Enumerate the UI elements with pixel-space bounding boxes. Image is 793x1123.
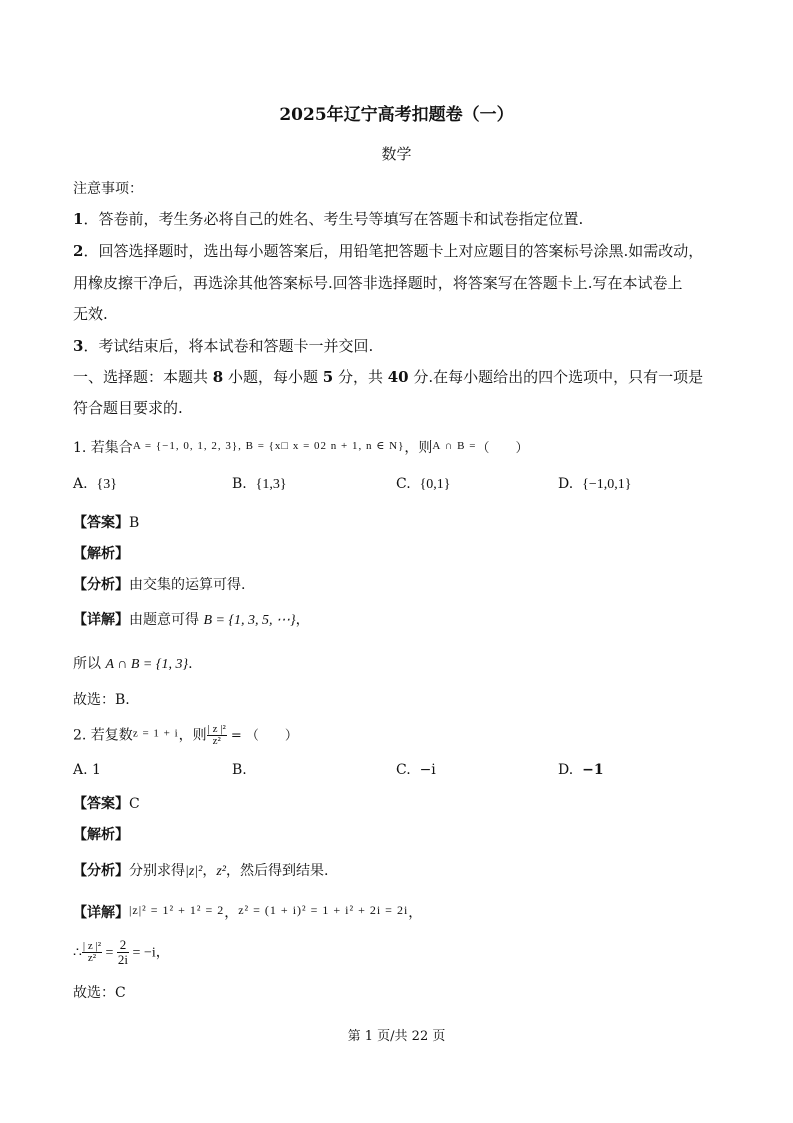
q1-analysis-tag: 【解析】 <box>73 546 129 562</box>
q2-detail-math2: z² = (1 + i)² = 1 + i² + 2i = 2i <box>238 903 409 917</box>
q2-fenxi-math2: z² <box>216 864 226 879</box>
subject-title: 数学 <box>381 145 412 163</box>
q2-option-c-label: C. <box>396 762 411 778</box>
page-number: 第 1 页/共 22 页 <box>347 1029 446 1044</box>
q1-so <box>73 653 193 673</box>
q2-option-d-label: D. <box>558 762 574 778</box>
q2-stem-frac-den: z² <box>212 735 221 747</box>
q2-answer <box>73 793 140 813</box>
q2-t-den: z² <box>87 952 97 964</box>
section-intro <box>73 366 703 387</box>
q2-option-a-label: A. <box>73 762 88 778</box>
q1-option-d-value: {−1,0,1} <box>582 477 632 492</box>
q2-stem-fraction <box>207 724 227 747</box>
q2-detail-tag: 【详解】 <box>73 905 129 921</box>
q2-stem <box>73 724 298 747</box>
q1-choose: 故选：B. <box>73 692 130 708</box>
q2-option-b <box>232 762 247 778</box>
q1-paren: （ ） <box>476 441 529 456</box>
section-intro-d: 分.在每小题给出的四个选项中，只有一项是 <box>408 368 704 386</box>
section-intro-b: 小题，每小题 <box>223 368 323 386</box>
q2-stem-mid: ，则 <box>178 727 207 744</box>
q1-detail-tag: 【详解】 <box>73 612 129 628</box>
notice-item-2-line3: 无效. <box>73 305 108 323</box>
q2-therefore-frac2 <box>117 938 129 967</box>
q2-therefore-line <box>73 938 170 967</box>
q1-option-b <box>232 476 287 493</box>
notice-item-3-text: ．考试结束后，将本试卷和答题卡一并交回. <box>83 337 374 355</box>
notice-item-3-num: 3 <box>73 337 84 355</box>
q1-option-c-label: C. <box>396 476 411 492</box>
q2-option-a-value: 1 <box>92 762 101 778</box>
section-points-each: 5 <box>322 368 334 386</box>
q2-stem-frac-num: | z |² <box>207 723 226 735</box>
q1-option-b-label: B. <box>232 476 247 492</box>
q2-t-den2: 2i <box>117 952 129 967</box>
q2-fenxi-sep: ， <box>202 863 217 879</box>
q1-fenxi <box>73 574 245 594</box>
q2-eq-paren: = （ ） <box>226 728 298 744</box>
q1-option-d <box>558 476 631 493</box>
q1-option-a <box>73 476 117 493</box>
q1-option-c <box>396 476 451 493</box>
q1-answer <box>73 512 139 532</box>
notice-item-1-num: 1 <box>73 210 84 228</box>
q2-z-def: z = 1 + i <box>132 727 179 740</box>
q2-detail-sep: ， <box>224 905 239 921</box>
q1-answer-value: B <box>129 515 140 531</box>
notice-item-2-line1: ．回答选择题时，选出每小题答案后，用铅笔把答题卡上对应题目的答案标号涂黑.如需改动， <box>83 242 704 260</box>
q1-option-a-value: {3} <box>96 477 117 492</box>
q1-option-c-value: {0,1} <box>419 477 451 492</box>
q2-fenxi-text-b: ，然后得到结果. <box>226 863 329 879</box>
q2-t-result: = −i <box>129 945 156 961</box>
q1-detail-text: 由题意可得 <box>129 612 204 628</box>
q2-therefore-frac1 <box>82 941 102 964</box>
notice-item-2 <box>73 240 703 261</box>
section-intro-c: 分，共 <box>333 368 388 386</box>
q1-fenxi-tag: 【分析】 <box>73 577 129 593</box>
q2-option-a <box>73 762 101 778</box>
notice-item-2-num: 2 <box>73 242 84 260</box>
q2-detail-end: ， <box>408 905 423 921</box>
section-intro-line2: 符合题目要求的. <box>73 399 183 417</box>
q2-fenxi <box>73 860 328 880</box>
q2-stem-prefix: 2. 若复数 <box>73 727 133 744</box>
notice-heading: 注意事项： <box>73 181 143 197</box>
q2-t-eq: = <box>102 945 117 961</box>
q2-analysis-tag: 【解析】 <box>73 827 129 843</box>
q2-fenxi-text-a: 分别求得 <box>129 863 185 879</box>
notice-item-1-text: ．答卷前，考生务必将自己的姓名、考生号等填写在答题卡和试卷指定位置. <box>83 210 584 228</box>
q1-set-definition: A = {−1, 0, 1, 2, 3}, B = {x□ x = 02 n + 1, n ∈ N} <box>132 440 405 452</box>
notice-item-1 <box>73 208 583 229</box>
q2-detail-math1: |z|² = 1² + 1² = 2 <box>129 903 225 917</box>
q1-detail <box>73 609 310 629</box>
q1-stem-prefix: 1. 若集合 <box>73 440 133 456</box>
q1-so-math: A ∩ B = {1, 3} <box>105 657 189 672</box>
notice-item-2-line2: 用橡皮擦干净后，再选涂其他答案标号.回答非选择题时，将答案写在答题卡上.写在本试卷上 <box>73 274 683 292</box>
q1-option-d-label: D. <box>558 476 574 492</box>
q2-option-b-label: B. <box>232 762 247 778</box>
q1-so-text: 所以 <box>73 656 106 672</box>
q1-detail-end: ， <box>295 612 310 628</box>
section-total: 40 <box>387 368 409 386</box>
q1-option-b-value: {1,3} <box>255 477 287 492</box>
q2-answer-tag: 【答案】 <box>73 796 129 812</box>
page-title: 2025年辽宁高考扣题卷（一） <box>279 105 514 125</box>
q2-option-d <box>558 762 604 778</box>
q2-detail <box>73 902 422 922</box>
q2-t-num: | z |² <box>82 940 102 952</box>
q1-intersection: A ∩ B = <box>432 440 477 452</box>
q1-stem <box>73 437 528 457</box>
q1-answer-tag: 【答案】 <box>73 515 129 531</box>
q1-detail-math: B = {1, 3, 5, ⋯} <box>203 613 296 628</box>
q2-choose: 故选：C <box>73 985 126 1001</box>
q2-therefore: ∴ <box>73 944 82 961</box>
q2-option-c <box>396 762 436 778</box>
q2-t-end: ， <box>155 944 170 961</box>
q1-stem-suffix: ，则 <box>404 440 433 456</box>
q2-fenxi-tag: 【分析】 <box>73 863 129 879</box>
q2-t-num2: 2 <box>117 938 129 953</box>
q2-fenxi-math1: |z|² <box>185 864 203 879</box>
section-count: 8 <box>212 368 224 386</box>
q1-fenxi-text: 由交集的运算可得. <box>129 577 246 593</box>
q1-option-a-label: A. <box>73 476 88 492</box>
q2-option-d-value: −1 <box>582 762 604 778</box>
q2-option-c-value: −i <box>419 762 436 778</box>
q1-so-end: . <box>188 656 193 672</box>
q2-answer-value: C <box>129 796 140 812</box>
section-intro-a: 一、选择题：本题共 <box>73 368 213 386</box>
notice-item-3 <box>73 335 373 356</box>
